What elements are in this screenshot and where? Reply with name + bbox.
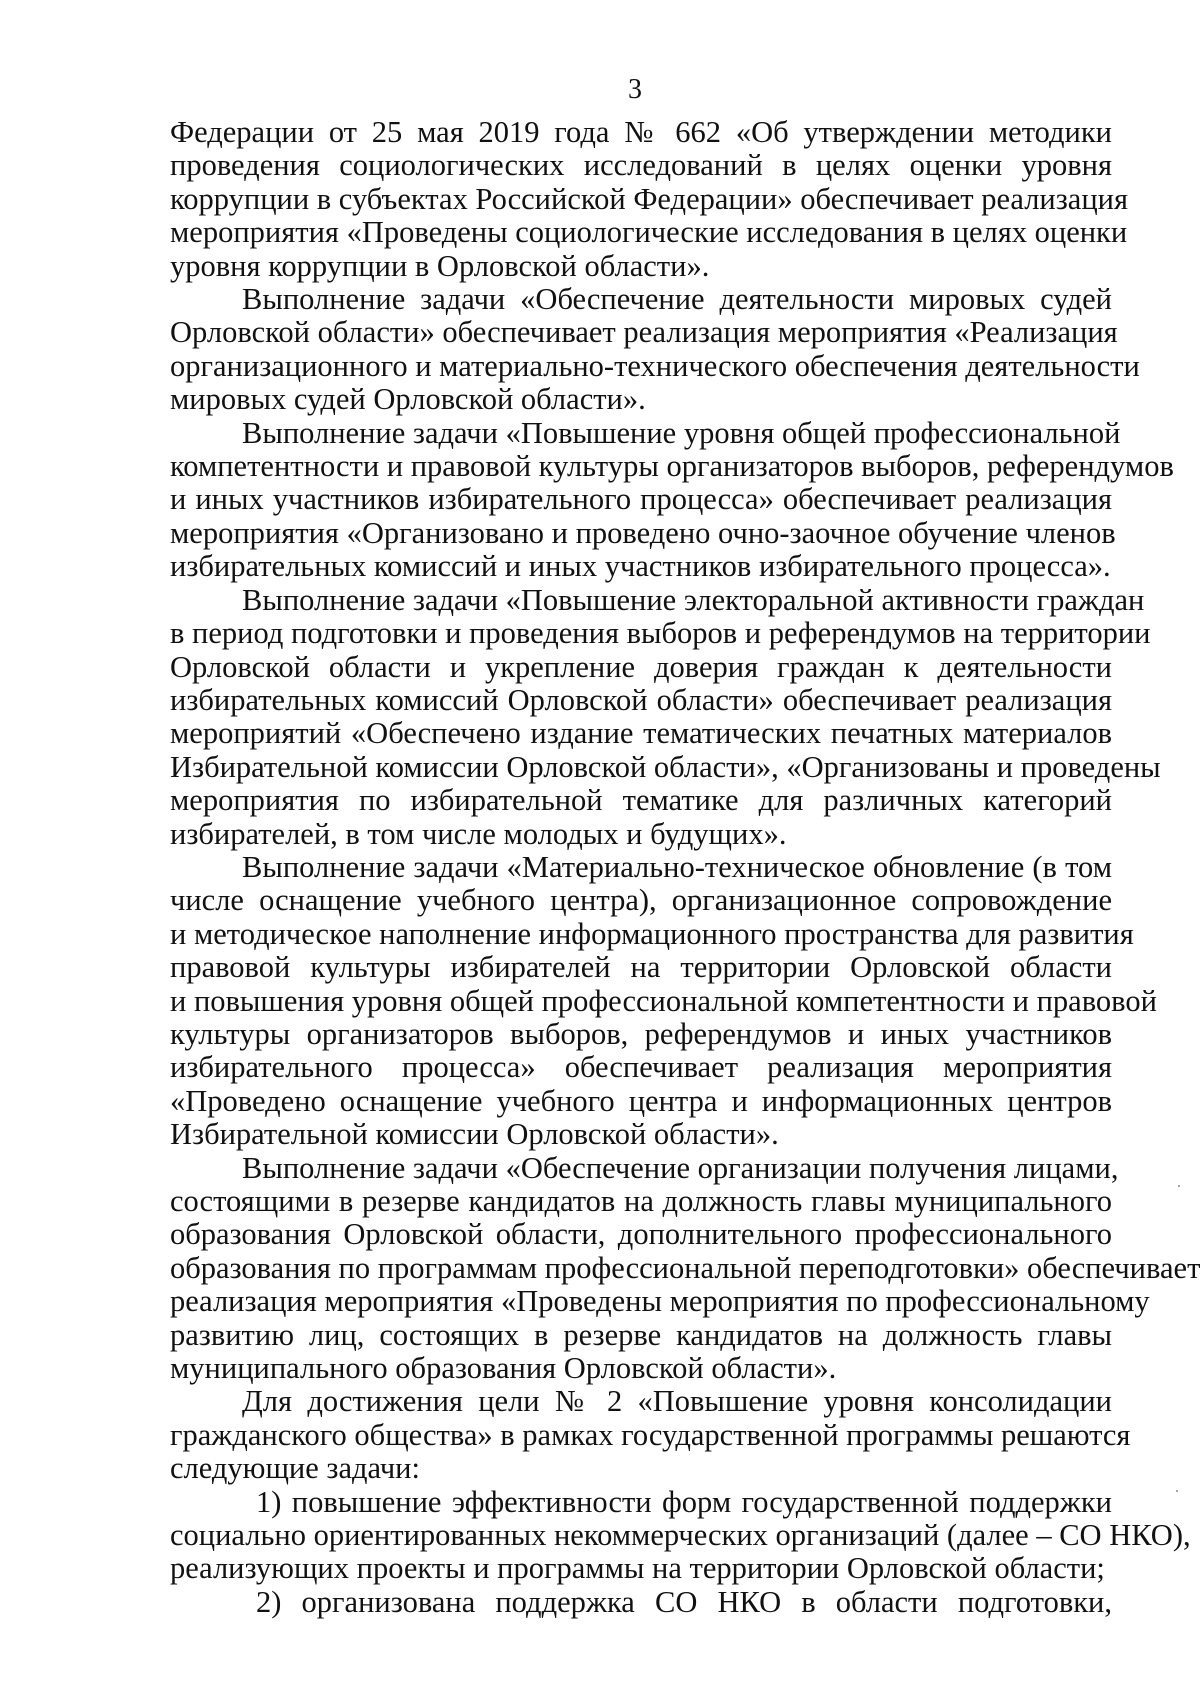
text-line: мировых судей Орловской области». [170,382,646,417]
text-line: 2) организована поддержка СО НКО в области подготовки, [256,1584,1112,1619]
text-line: Для достижения цели № 2 «Повышение уровня консолидации [242,1384,1112,1419]
text-line: образования по программам профессиональной переподготовки» обеспечивает [170,1250,1200,1285]
text-line: мероприятия «Организовано и проведено очно-заочное обучение членов [170,515,1116,550]
paragraph [170,582,1161,851]
text-line: образования Орловской области, дополнительного профессионального [170,1217,1112,1252]
text-line: и методическое наполнение информационного пространства для развития [170,916,1134,951]
text-line: «Проведено оснащение учебного центра и информационных центров [170,1083,1112,1118]
text-line: числе оснащение учебного центра), организационное сопровождение [170,883,1112,918]
document-body [170,115,1200,1619]
text-line: Избирательной комиссии Орловской области». [170,1117,779,1152]
text-line: Выполнение задачи «Обеспечение деятельности мировых судей [242,282,1112,317]
text-line: проведения социологических исследований в целях оценки уровня [170,148,1112,183]
text-line: Федерации от 25 мая 2019 года № 662 «Об утверждении методики [170,115,1112,149]
text-line: организационного и материально-технического обеспечения деятельности [170,348,1140,383]
text-line: избирательных комиссий и иных участников избирательного процесса». [170,549,1111,584]
text-line: Орловской области и укрепление доверия граждан к деятельности [170,649,1112,684]
text-line: компетентности и правовой культуры организаторов выборов, референдумов [170,449,1174,484]
text-line: следующие задачи: [170,1451,420,1486]
paragraph [170,1150,1200,1386]
text-line: Орловской области» обеспечивает реализация мероприятия «Реализация [170,315,1118,350]
text-line: избирателей, в том числе молодых и будущих». [170,816,787,851]
scan-speck [1176,1490,1178,1492]
text-line: мероприятия по избирательной тематике для различных категорий [170,783,1112,818]
text-line: мероприятий «Обеспечено издание тематических печатных материалов [170,716,1112,751]
text-line: Выполнение задачи «Материально-техническое обновление (в том [242,849,1112,884]
text-line: коррупции в субъектах Российской Федерации» обеспечивает реализация [170,181,1128,216]
text-line: мероприятия «Проведены социологические исследования в целях оценки [170,215,1128,250]
text-line: Избирательной комиссии Орловской области», «Организованы и проведены [170,749,1161,784]
text-line: и повышения уровня общей профессиональной компетентности и правовой [170,983,1157,1018]
text-line: Выполнение задачи «Обеспечение организации получения лицами, [242,1150,1119,1185]
text-line: правовой культуры избирателей на территории Орловской области [170,950,1112,985]
paragraph [170,1384,1131,1486]
text-line: Выполнение задачи «Повышение электоральной активности граждан [242,582,1145,617]
text-line: состоящими в резерве кандидатов на должность главы муниципального [170,1184,1112,1218]
text-line: социально ориентированных некоммерческих организаций (далее – СО НКО), [170,1518,1191,1553]
text-line: муниципального образования Орловской области». [170,1351,837,1386]
text-line: в период подготовки и проведения выборов и референдумов на территории [170,616,1151,651]
text-line: развитию лиц, состоящих в резерве кандидатов на должность главы [170,1317,1112,1352]
text-line: и иных участников избирательного процесса» обеспечивает реализация [170,482,1112,517]
text-line: Выполнение задачи «Повышение уровня общей профессиональной [242,415,1121,450]
scan-speck [1178,1185,1180,1187]
list-item [170,1484,1191,1586]
paragraph [170,415,1174,584]
text-line: культуры организаторов выборов, референдумов и иных участников [170,1016,1112,1051]
text-line: избирательных комиссий Орловской области» обеспечивает реализация [170,682,1112,717]
text-line: избирательного процесса» обеспечивает реализация мероприятия [170,1050,1112,1085]
paragraph [170,849,1157,1152]
paragraph [170,115,1128,283]
page-number: 3 [628,74,642,105]
paragraph [170,282,1140,417]
list-item [170,1586,1112,1619]
text-line: 1) повышение эффективности форм государственной поддержки [256,1484,1112,1519]
text-line: уровня коррупции в Орловской области». [170,248,710,283]
text-line: реализация мероприятия «Проведены мероприятия по профессиональному [170,1284,1150,1319]
text-line: гражданского общества» в рамках государственной программы решаются [170,1417,1131,1452]
text-line: реализующих проекты и программы на территории Орловской области; [170,1551,1105,1586]
